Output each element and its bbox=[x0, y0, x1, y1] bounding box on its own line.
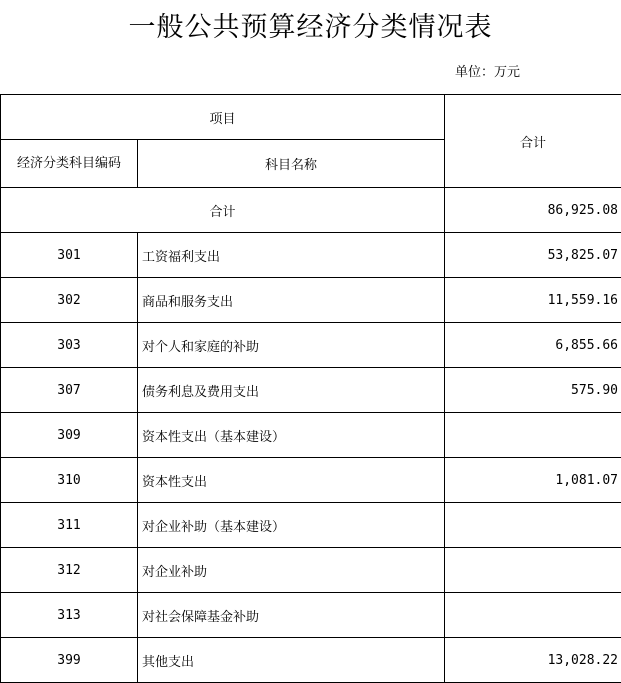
page-title: 一般公共预算经济分类情况表 bbox=[128, 12, 493, 43]
row-value: 1,081.07 bbox=[445, 458, 621, 503]
table-row bbox=[1, 458, 621, 503]
row-name: 对企业补助 bbox=[138, 548, 445, 593]
row-value: 575.90 bbox=[445, 368, 621, 413]
row-name: 资本性支出 bbox=[138, 458, 445, 503]
header-item: 项目 bbox=[1, 95, 445, 140]
table-row bbox=[1, 548, 621, 593]
row-code: 303 bbox=[1, 323, 138, 368]
table-row bbox=[1, 593, 621, 638]
row-code: 312 bbox=[1, 548, 138, 593]
row-name: 债务利息及费用支出 bbox=[138, 368, 445, 413]
header-total: 合计 bbox=[445, 95, 621, 188]
row-value: 11,559.16 bbox=[445, 278, 621, 323]
table-row bbox=[1, 233, 621, 278]
table-row bbox=[1, 278, 621, 323]
row-name: 商品和服务支出 bbox=[138, 278, 445, 323]
total-label: 合计 bbox=[1, 188, 445, 233]
row-value bbox=[445, 413, 621, 458]
row-code: 310 bbox=[1, 458, 138, 503]
table-row bbox=[1, 323, 621, 368]
table-row bbox=[1, 368, 621, 413]
row-value bbox=[445, 548, 621, 593]
row-name: 其他支出 bbox=[138, 638, 445, 683]
table-row bbox=[1, 413, 621, 458]
row-name: 资本性支出（基本建设） bbox=[138, 413, 445, 458]
row-name: 对个人和家庭的补助 bbox=[138, 323, 445, 368]
row-name: 对企业补助（基本建设） bbox=[138, 503, 445, 548]
budget-table bbox=[0, 94, 621, 683]
table-row bbox=[1, 503, 621, 548]
unit-label: 单位：万元 bbox=[454, 65, 520, 80]
header-row-item bbox=[1, 95, 621, 140]
table-body bbox=[1, 95, 621, 683]
total-value: 86,925.08 bbox=[445, 188, 621, 233]
row-code: 313 bbox=[1, 593, 138, 638]
row-code: 307 bbox=[1, 368, 138, 413]
row-value bbox=[445, 593, 621, 638]
row-value: 13,028.22 bbox=[445, 638, 621, 683]
row-code: 309 bbox=[1, 413, 138, 458]
header-name-column: 科目名称 bbox=[138, 140, 445, 188]
row-code: 301 bbox=[1, 233, 138, 278]
row-name: 对社会保障基金补助 bbox=[138, 593, 445, 638]
total-row bbox=[1, 188, 621, 233]
row-value bbox=[445, 503, 621, 548]
row-code: 399 bbox=[1, 638, 138, 683]
row-value: 6,855.66 bbox=[445, 323, 621, 368]
header-code-column: 经济分类科目编码 bbox=[1, 140, 138, 188]
row-name: 工资福利支出 bbox=[138, 233, 445, 278]
row-code: 302 bbox=[1, 278, 138, 323]
row-value: 53,825.07 bbox=[445, 233, 621, 278]
row-code: 311 bbox=[1, 503, 138, 548]
table-row bbox=[1, 638, 621, 683]
